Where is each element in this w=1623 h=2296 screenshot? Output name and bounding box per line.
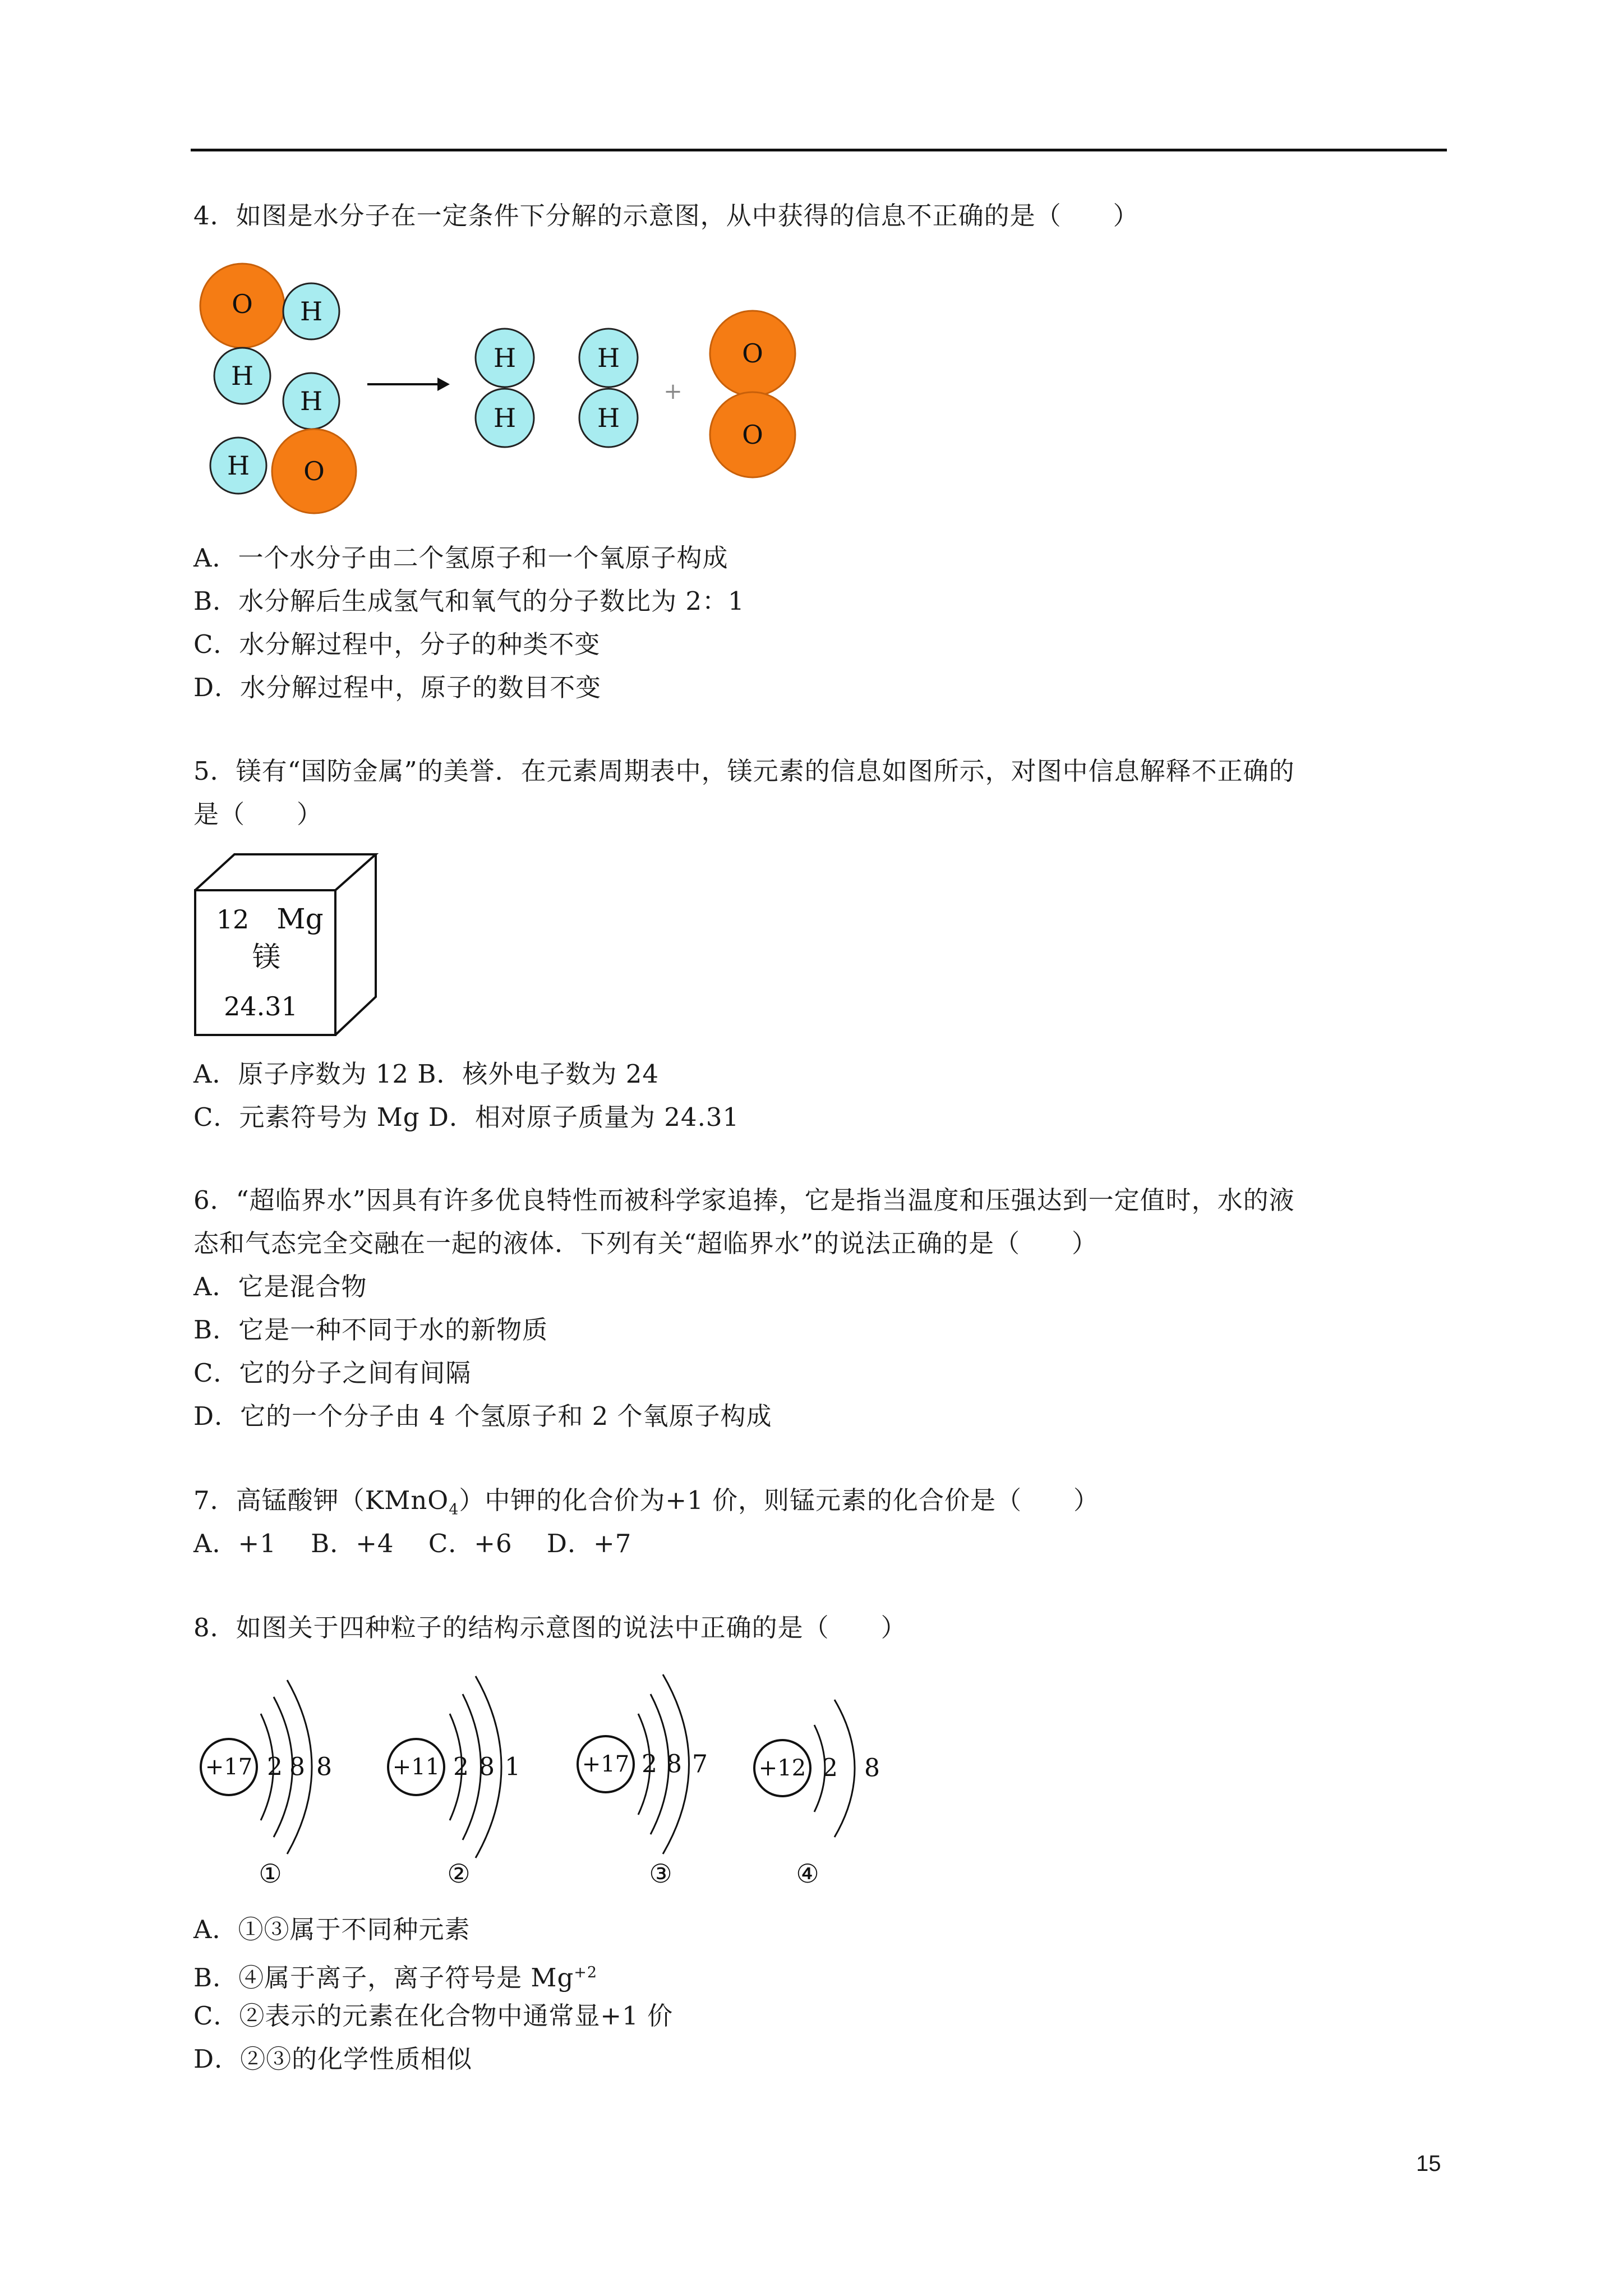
atomic-number: 12 — [216, 904, 250, 935]
arrow-head — [437, 378, 450, 391]
q7-options: A．+1 B．+4 C．+6 D．+7 — [193, 1529, 632, 1558]
q4-option-a: A．一个水分子由二个氢原子和一个氧原子构成 — [193, 543, 728, 573]
q4-option-b: B．水分解后生成氢气和氧气的分子数比为 2：1 — [193, 586, 745, 616]
element-symbol: Mg — [276, 903, 324, 935]
shell-count: 8 — [479, 1752, 495, 1782]
q7-stem-post: ）中钾的化合价为+1 价，则锰元素的化合价是（ ） — [459, 1485, 1100, 1515]
q4-option-c: C．水分解过程中，分子的种类不变 — [193, 629, 601, 659]
atomic-mass: 24.31 — [224, 991, 298, 1022]
q6-stem-line2: 态和气态完全交融在一起的液体．下列有关“超临界水”的说法正确的是（ ） — [193, 1228, 1098, 1258]
q7-stem-subscript: 4 — [449, 1501, 459, 1519]
atom-label: H — [230, 361, 254, 391]
nucleus-charge: +11 — [392, 1754, 440, 1780]
card-side — [335, 854, 376, 1035]
q7-stem-pre: 7．高锰酸钾（KMnO — [193, 1485, 449, 1515]
q6-option-c: C．它的分子之间有间隔 — [193, 1358, 472, 1388]
shell-count: 1 — [505, 1752, 520, 1782]
atom-label: H — [299, 386, 323, 416]
shell-count: 2 — [267, 1752, 283, 1782]
element-name: 镁 — [252, 941, 280, 973]
shell-count: 8 — [864, 1754, 880, 1783]
q6-stem-line1: 6．“超临界水”因具有许多优良特性而被科学家追捧，它是指当温度和压强达到一定值时，水的液 — [193, 1185, 1295, 1215]
page-number: 15 — [1416, 2151, 1441, 2176]
atom-label: O — [303, 456, 325, 486]
q8-option-b-text: B．④属于离子，离子符号是 Mg — [193, 1963, 574, 1993]
nucleus-charge: +17 — [582, 1751, 630, 1777]
atom-label: H — [597, 403, 620, 433]
atomic-structure-diagrams — [191, 1660, 920, 1896]
particle-3 — [578, 1674, 708, 1889]
shell-count: 8 — [289, 1752, 305, 1782]
atom-label: H — [597, 343, 620, 373]
particle-2 — [388, 1676, 520, 1889]
shell-count: 2 — [642, 1750, 657, 1779]
q4-option-d: D．水分解过程中，原子的数目不变 — [193, 673, 602, 702]
atom-label: O — [742, 420, 763, 450]
q5-stem-line1: 5．镁有“国防金属”的美誉．在元素周期表中，镁元素的信息如图所示，对图中信息解释不正确的 — [193, 756, 1295, 786]
header-rule — [191, 149, 1447, 151]
shell-count: 2 — [453, 1752, 469, 1782]
q8-option-d: D．②③的化学性质相似 — [193, 2044, 473, 2074]
q6-option-d: D．它的一个分子由 4 个氢原子和 2 个氧原子构成 — [193, 1401, 772, 1431]
particle-label: ③ — [649, 1858, 672, 1889]
q8-option-b-superscript: +2 — [574, 1964, 598, 1981]
nucleus-charge: +17 — [205, 1754, 253, 1780]
atom-label: H — [493, 403, 517, 433]
q5-options-line2: C．元素符号为 Mg D．相对原子质量为 24.31 — [193, 1102, 740, 1132]
particle-1 — [201, 1680, 332, 1889]
q5-options-line1: A．原子序数为 12 B．核外电子数为 24 — [193, 1059, 660, 1089]
q8-stem: 8．如图关于四种粒子的结构示意图的说法中正确的是（ ） — [193, 1613, 907, 1642]
q6-option-a: A．它是混合物 — [193, 1272, 367, 1301]
atom-label: H — [493, 343, 517, 373]
particle-label: ④ — [796, 1858, 819, 1889]
plus-sign: + — [663, 379, 683, 404]
q6-option-b: B．它是一种不同于水的新物质 — [193, 1315, 548, 1345]
atom-label: O — [232, 289, 253, 319]
shell-count: 8 — [666, 1750, 682, 1779]
card-top — [195, 854, 376, 890]
particle-label: ① — [259, 1858, 282, 1889]
q5-stem-line2: 是（ ） — [193, 799, 323, 829]
magnesium-element-card — [191, 850, 381, 1041]
atom-label: H — [299, 296, 323, 326]
shell-count: 8 — [316, 1752, 332, 1782]
atom-label: O — [742, 338, 763, 369]
q7-stem — [193, 1484, 1099, 1527]
particle-4 — [754, 1700, 880, 1889]
q4-stem: 4．如图是水分子在一定条件下分解的示意图，从中获得的信息不正确的是（ ） — [193, 201, 1139, 231]
q8-option-c: C．②表示的元素在化合物中通常显+1 价 — [193, 2001, 674, 2031]
q8-option-b — [193, 1956, 597, 1995]
water-decomposition-diagram — [191, 258, 819, 522]
q8-option-a: A．①③属于不同种元素 — [193, 1915, 471, 1944]
nucleus-charge: +12 — [758, 1755, 806, 1781]
shell-count: 7 — [692, 1750, 708, 1779]
atom-label: H — [227, 450, 250, 481]
shell-count: 2 — [822, 1754, 838, 1783]
particle-label: ② — [447, 1858, 471, 1889]
